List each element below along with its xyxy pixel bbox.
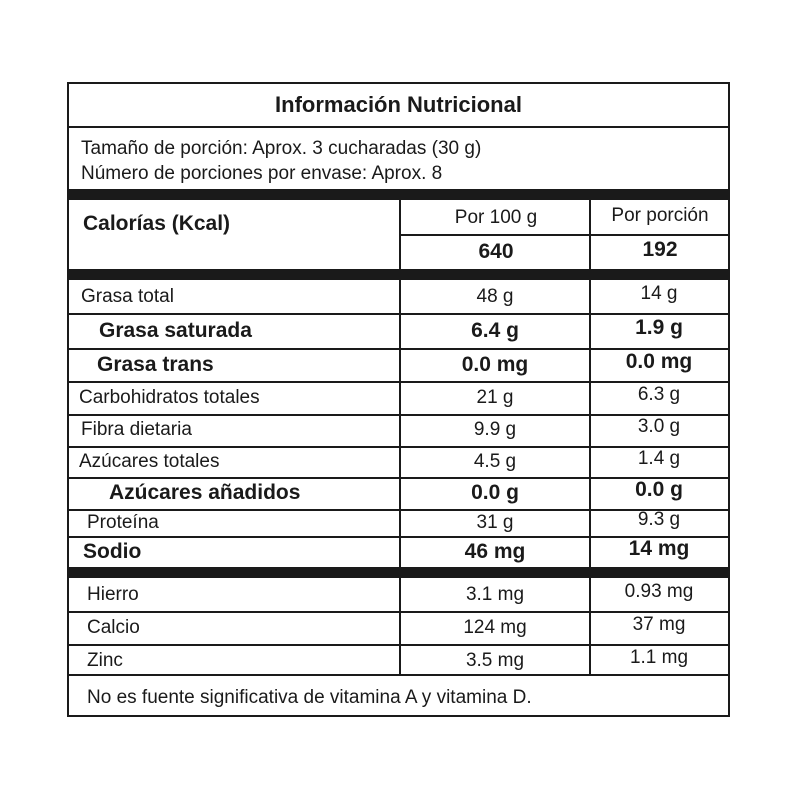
col-line-2-nutrients <box>589 280 591 567</box>
mineral-name: Zinc <box>87 649 123 671</box>
nutrient-name: Grasa total <box>81 285 174 307</box>
nutrient-per-portion: 1.4 g <box>637 447 681 469</box>
nutrient-per-portion: 0.0 g <box>635 478 683 501</box>
nutrient-name: Sodio <box>83 539 142 563</box>
nutrient-name: Fibra dietaria <box>81 419 192 440</box>
mineral-name: Calcio <box>87 616 140 638</box>
nutrient-per-portion: 14 mg <box>628 536 690 560</box>
nutrient-per-100g: 48 g <box>476 285 514 307</box>
col-line-1-header <box>399 200 401 269</box>
col-line-1-minerals <box>399 578 401 674</box>
calories-per-100g: 640 <box>478 240 514 263</box>
nutrient-per-100g: 31 g <box>476 511 514 533</box>
nutrient-name: Proteína <box>87 511 159 533</box>
nutrient-per-portion: 14 g <box>640 282 678 304</box>
mineral-per-100g: 3.5 mg <box>465 649 525 671</box>
col-header-per-100g: Por 100 g <box>454 207 538 228</box>
nutrient-per-100g: 0.0 g <box>471 481 519 504</box>
nutrient-per-portion: 9.3 g <box>637 508 681 530</box>
nutrient-name: Azúcares añadidos <box>109 481 301 504</box>
nutrient-name: Grasa saturada <box>99 318 252 342</box>
nutrient-name: Grasa trans <box>97 352 214 376</box>
nutrient-name: Carbohidratos totales <box>79 386 260 408</box>
serving-size: Tamaño de porción: Aprox. 3 cucharadas (30 g) <box>81 138 482 159</box>
calories-label: Calorías (Kcal) <box>83 212 231 235</box>
nutrient-per-100g: 0.0 mg <box>461 352 529 376</box>
mineral-name: Hierro <box>87 583 139 605</box>
footnote: No es fuente significativa de vitamina A y vitamina D. <box>87 687 532 708</box>
footnote-divider <box>69 674 728 676</box>
calories-per-portion: 192 <box>642 238 678 261</box>
serving-info <box>81 136 481 186</box>
nutrient-per-100g: 46 mg <box>464 539 526 563</box>
col-line-1-nutrients <box>399 280 401 567</box>
mineral-per-portion: 1.1 mg <box>629 646 689 668</box>
nutrient-per-portion: 3.0 g <box>637 416 681 437</box>
mineral-per-100g: 3.1 mg <box>465 583 525 605</box>
nutrient-per-portion: 0.0 mg <box>625 349 693 373</box>
nutrient-name: Azúcares totales <box>79 450 220 472</box>
mineral-per-portion: 0.93 mg <box>624 580 694 602</box>
thick-divider-top <box>69 189 728 200</box>
nutrition-facts-label <box>67 82 730 717</box>
nutrient-per-100g: 9.9 g <box>473 419 517 440</box>
nutrient-per-portion: 1.9 g <box>635 315 683 339</box>
mineral-per-portion: 37 mg <box>632 613 686 635</box>
col-line-2-header <box>589 200 591 269</box>
mineral-per-100g: 124 mg <box>463 616 527 638</box>
nutrient-per-100g: 4.5 g <box>473 450 517 472</box>
servings-per-package: Número de porciones por envase: Aprox. 8 <box>81 163 443 184</box>
col-line-2-minerals <box>589 578 591 674</box>
nutrient-per-100g: 21 g <box>476 386 514 408</box>
label-title: Información Nutricional <box>69 84 728 128</box>
col-header-per-portion: Por porción <box>611 205 709 226</box>
nutrient-per-100g: 6.4 g <box>471 318 519 342</box>
nutrient-per-portion: 6.3 g <box>637 383 681 405</box>
